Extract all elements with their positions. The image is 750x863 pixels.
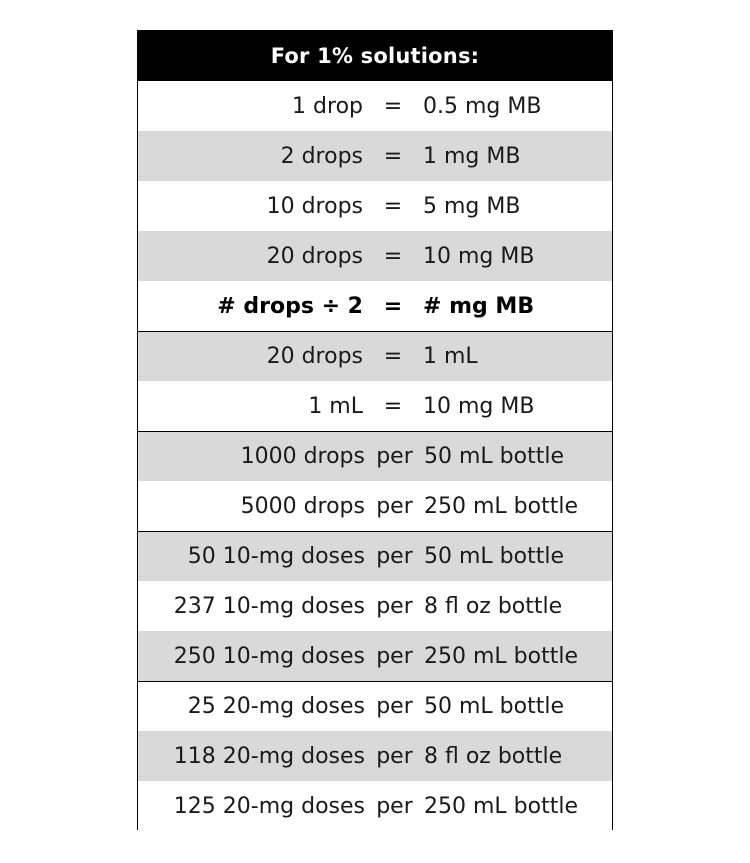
- row-equivalent: 1 mg MB: [423, 143, 521, 169]
- row-quantity: 20 drops: [266, 344, 363, 369]
- row-quantity: 1000 drops: [240, 444, 365, 469]
- row-operator: per: [376, 694, 413, 719]
- row-equivalent: 50 mL bottle: [424, 444, 564, 469]
- table-row: [138, 131, 612, 181]
- row-quantity: 20 drops: [266, 243, 363, 269]
- row-quantity: 1 drop: [292, 93, 363, 119]
- row-equivalent: 50 mL bottle: [424, 694, 564, 719]
- row-quantity: 1 mL: [308, 393, 363, 419]
- row-operator: per: [376, 493, 413, 519]
- row-quantity: 250 10-mg doses: [173, 643, 365, 669]
- row-equivalent: 5 mg MB: [423, 193, 521, 219]
- table-row: [138, 631, 612, 681]
- row-operator: per: [376, 544, 413, 569]
- row-quantity: 5000 drops: [240, 493, 365, 519]
- row-operator: =: [383, 93, 403, 119]
- row-operator: =: [383, 193, 403, 219]
- table-body: [138, 81, 612, 831]
- conversion-table: [137, 30, 613, 830]
- row-equivalent: 1 mL: [423, 344, 478, 369]
- table-row: [138, 331, 612, 381]
- row-operator: =: [383, 293, 403, 319]
- row-quantity: 125 20-mg doses: [173, 793, 365, 819]
- row-equivalent: 250 mL bottle: [424, 493, 578, 519]
- table-row: [138, 681, 612, 731]
- row-equivalent: 10 mg MB: [423, 243, 535, 269]
- row-equivalent: 8 fl oz bottle: [424, 743, 563, 769]
- table-row: [138, 481, 612, 531]
- row-quantity: 237 10-mg doses: [173, 593, 365, 619]
- table-row: [138, 731, 612, 781]
- row-equivalent: 250 mL bottle: [424, 643, 578, 669]
- table-row: [138, 531, 612, 581]
- row-equivalent: 250 mL bottle: [424, 793, 578, 819]
- row-equivalent: 50 mL bottle: [424, 544, 564, 569]
- row-equivalent: 0.5 mg MB: [423, 93, 542, 119]
- row-quantity: 118 20-mg doses: [173, 743, 365, 769]
- row-operator: =: [383, 344, 403, 369]
- row-quantity: 10 drops: [266, 193, 363, 219]
- row-quantity: # drops ÷ 2: [217, 293, 363, 319]
- table-title: For 1% solutions:: [138, 31, 612, 81]
- table-row: [138, 581, 612, 631]
- table-row: [138, 431, 612, 481]
- row-quantity: 50 10-mg doses: [187, 544, 365, 569]
- row-quantity: 25 20-mg doses: [187, 694, 365, 719]
- row-operator: per: [376, 743, 413, 769]
- row-operator: per: [376, 444, 413, 469]
- row-quantity: 2 drops: [280, 143, 363, 169]
- row-equivalent: # mg MB: [423, 293, 535, 319]
- row-operator: =: [383, 393, 403, 419]
- row-operator: =: [383, 143, 403, 169]
- table-row: [138, 231, 612, 281]
- row-operator: per: [376, 793, 413, 819]
- table-row: [138, 281, 612, 331]
- table-row: [138, 381, 612, 431]
- table-row: [138, 181, 612, 231]
- row-equivalent: 10 mg MB: [423, 393, 535, 419]
- row-operator: per: [376, 593, 413, 619]
- table-row: [138, 81, 612, 131]
- table-row: [138, 781, 612, 831]
- row-equivalent: 8 fl oz bottle: [424, 593, 563, 619]
- row-operator: =: [383, 243, 403, 269]
- row-operator: per: [376, 643, 413, 669]
